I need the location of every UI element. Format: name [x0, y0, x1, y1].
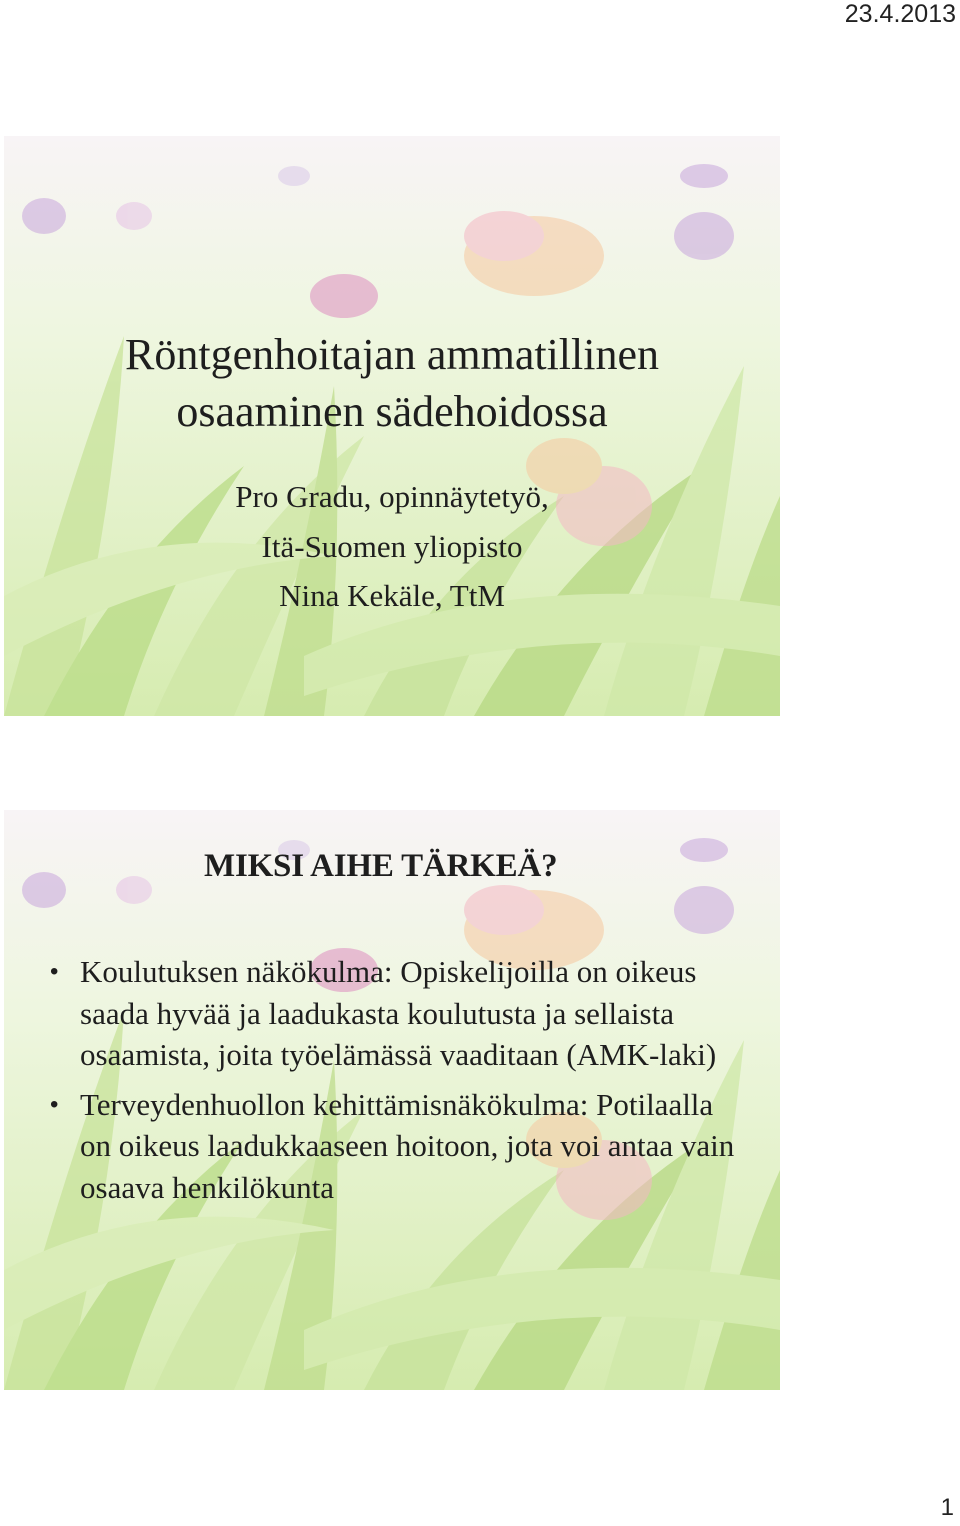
bullet-text: Koulutuksen näkökulma: Opiskelijoilla on oikeus saada hyvää ja laadukasta koulutusta ja sellaista osaamista, joita työelämässä vaaditaan (AMK-laki)	[80, 954, 717, 1072]
slide-1-content	[4, 136, 780, 716]
subtitle-line: Itä-Suomen yliopisto	[261, 528, 523, 564]
bullet-item	[50, 1084, 750, 1209]
subtitle-line: Pro Gradu, opinnäytetyö,	[235, 479, 549, 514]
bullet-list	[50, 951, 750, 1216]
slide-title: MIKSI AIHE TÄRKEÄ?	[204, 848, 558, 884]
slide-2	[4, 810, 780, 1390]
presentation-title-line: osaaminen sädehoidossa	[176, 387, 608, 436]
presentation-subtitle	[4, 472, 780, 621]
page-date: 23.4.2013	[844, 0, 956, 28]
slide-1	[4, 136, 780, 716]
bullet-dot-icon: •	[50, 958, 59, 985]
bullet-dot-icon: •	[50, 1090, 59, 1118]
bullet-text: Terveydenhuollon kehittämisnäkökulma: Potilaalla on oikeus laadukkaaseen hoitoon, jota voi antaa vain osaava henkilökunta	[80, 1086, 735, 1205]
bullet-item	[50, 951, 750, 1076]
presentation-title	[4, 326, 780, 440]
slide-2-content	[4, 810, 780, 1390]
subtitle-line: Nina Kekäle, TtM	[279, 578, 505, 613]
page-number: 1	[940, 1494, 954, 1521]
presentation-title-line: Röntgenhoitajan ammatillinen	[125, 330, 659, 379]
